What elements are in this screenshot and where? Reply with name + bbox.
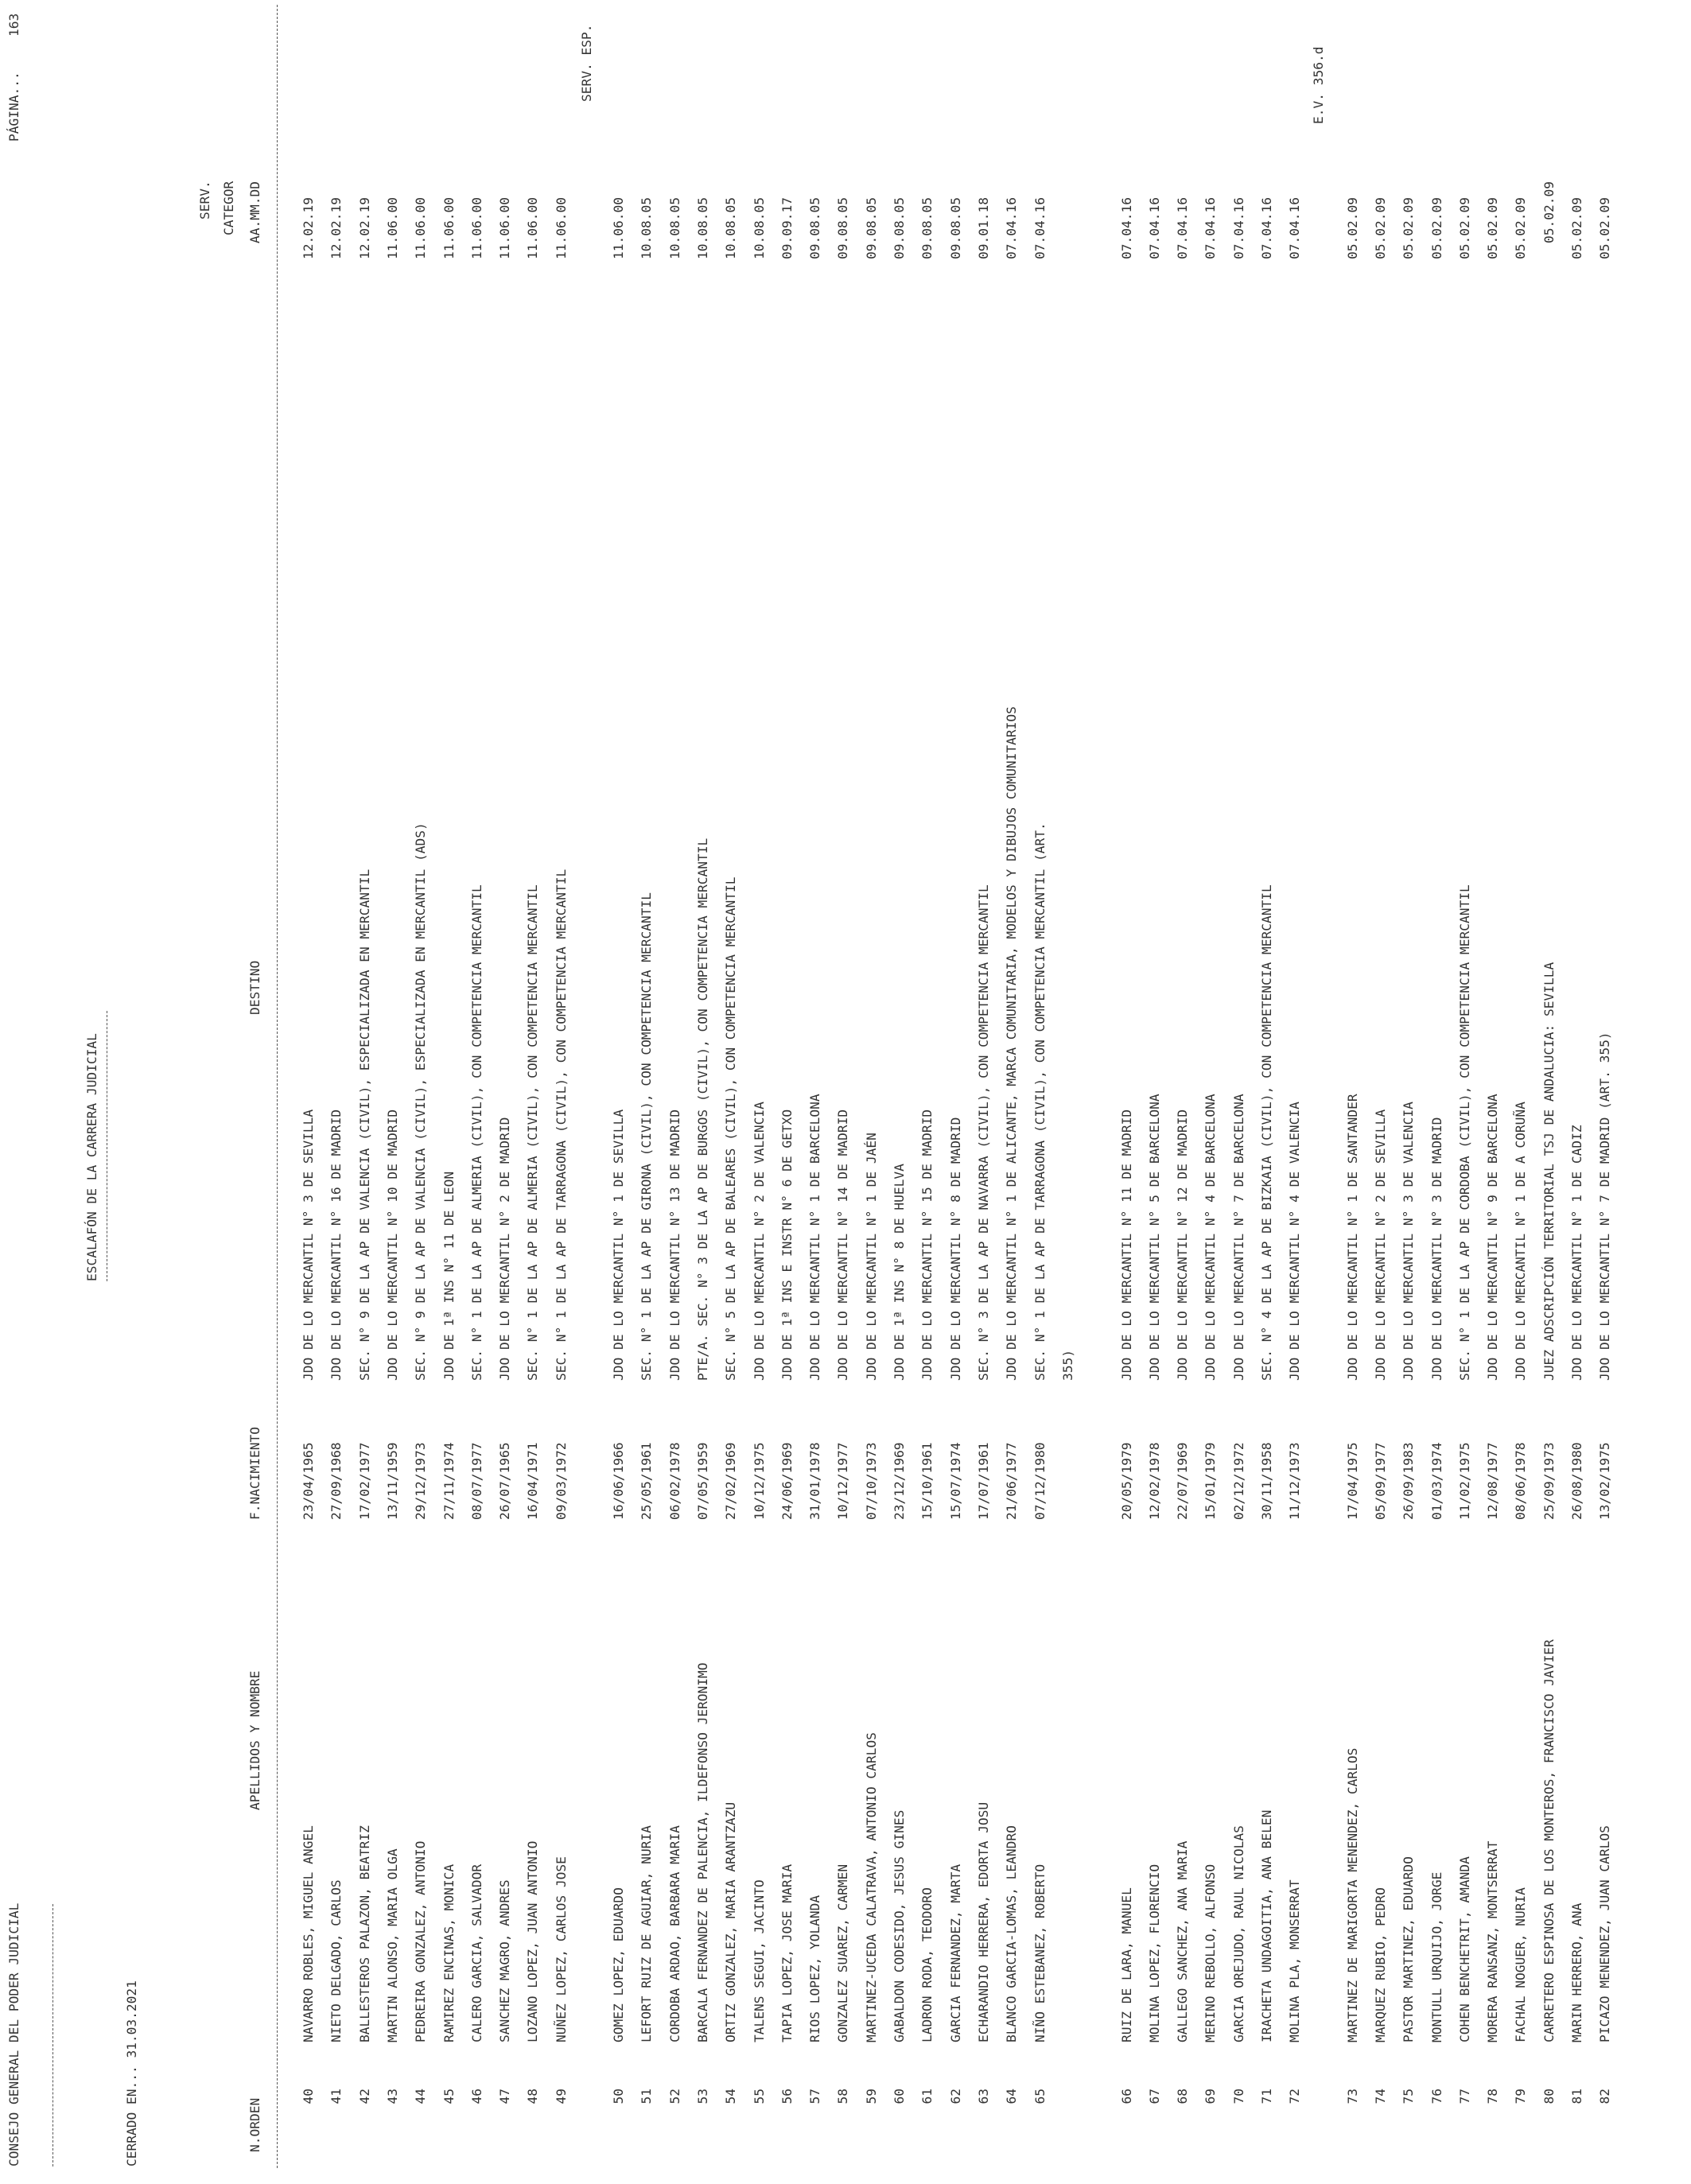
table-row — [745, 0, 773, 2184]
service-seniority: 05.02.09 — [1456, 197, 1472, 259]
order-number: 53 — [694, 2089, 710, 2104]
full-name: RIOS LOPEZ, YOLANDA — [807, 1894, 823, 2042]
birth-date: 23/12/1969 — [892, 1442, 907, 1520]
table-row — [1026, 0, 1075, 2184]
order-number: 50 — [611, 2089, 626, 2104]
column-order: N.ORDEN — [247, 2097, 262, 2152]
birth-date: 24/06/1969 — [779, 1442, 795, 1520]
column-destination: DESTINO — [247, 960, 262, 1015]
table-row — [351, 0, 379, 2184]
full-name: PEDREIRA GONZALEZ, ANTONIO — [413, 1840, 429, 2042]
table-row — [1113, 0, 1141, 2184]
full-name: CORDOBA ARDAO, BARBARA MARIA — [667, 1825, 682, 2042]
full-name: MOLINA PLA, MONSERRAT — [1287, 1879, 1303, 2042]
order-number: 68 — [1175, 2089, 1191, 2104]
service-seniority: 09.08.05 — [892, 197, 907, 259]
order-number: 64 — [1004, 2089, 1020, 2104]
destination: JDO DE LO MERCANTIL N° 2 DE VALENCIA — [751, 1102, 767, 1381]
table-row — [1506, 0, 1534, 2184]
service-seniority: 07.04.16 — [1032, 197, 1048, 259]
destination: JDO DE LO MERCANTIL N° 1 DE A CORUÑA — [1513, 1102, 1529, 1381]
table-row — [1366, 0, 1394, 2184]
service-seniority: 07.04.16 — [1004, 197, 1020, 259]
full-name: FACHAL NOGUER, NURIA — [1513, 1887, 1529, 2042]
order-number: 59 — [863, 2089, 879, 2104]
full-name: TALENS SEGUI, JACINTO — [751, 1879, 767, 2042]
destination: JDO DE LO MERCANTIL N° 13 DE MADRID — [667, 1109, 682, 1381]
full-name: MARTINEZ DE MARIGORTA MENENDEZ, CARLOS — [1344, 1747, 1360, 2042]
birth-date: 11/02/1975 — [1456, 1442, 1472, 1520]
service-seniority: 10.08.05 — [723, 197, 739, 259]
full-name: CARRETERO ESPINOSA DE LOS MONTEROS, FRANCISCO JAVIER — [1541, 1639, 1557, 2042]
table-row — [773, 0, 801, 2184]
destination: JDO DE LO MERCANTIL N° 10 DE MADRID — [384, 1109, 400, 1381]
service-seniority: 11.06.00 — [468, 197, 484, 259]
birth-date: 16/06/1966 — [611, 1442, 626, 1520]
full-name: MARTINEZ-UCEDA CALATRAVA, ANTONIO CARLOS — [863, 1732, 879, 2042]
birth-date: 07/12/1980 — [1032, 1442, 1048, 1520]
closed-date: CERRADO EN... 31.03.2021 — [124, 1980, 139, 2167]
service-seniority: 07.04.16 — [1203, 197, 1219, 259]
table-row — [519, 0, 546, 2184]
order-number: 69 — [1203, 2089, 1219, 2104]
full-name: MARQUEZ RUBIO, PEDRO — [1372, 1887, 1388, 2042]
table-row — [322, 0, 350, 2184]
destination: JUEZ ADSCRIPCIÓN TERRITORIAL TSJ DE ANDALUCIA: SEVILLA — [1541, 962, 1557, 1381]
birth-date: 17/04/1975 — [1344, 1442, 1360, 1520]
table-row — [885, 0, 913, 2184]
destination: SEC. N° 3 DE LA AP DE NAVARRA (CIVIL), CON COMPETENCIA MERCANTIL — [975, 884, 991, 1381]
service-seniority: 05.02.09 — [1569, 197, 1584, 259]
destination: JDO DE LO MERCANTIL N° 14 DE MADRID — [835, 1109, 851, 1381]
order-number: 49 — [553, 2089, 569, 2104]
birth-date: 20/05/1979 — [1118, 1442, 1134, 1520]
table-row — [1281, 0, 1308, 2184]
full-name: GONZALEZ SUAREZ, CARMEN — [835, 1863, 851, 2042]
service-seniority: 05.02.09 — [1344, 197, 1360, 259]
order-number: 77 — [1456, 2089, 1472, 2104]
destination: JDO DE LO MERCANTIL N° 4 DE VALENCIA — [1287, 1102, 1303, 1381]
service-seniority: 05.02.09 — [1401, 197, 1417, 259]
birth-date: 30/11/1958 — [1259, 1442, 1274, 1520]
birth-date: 11/12/1973 — [1287, 1442, 1303, 1520]
birth-date: 27/11/1974 — [441, 1442, 457, 1520]
order-number: 61 — [919, 2089, 935, 2104]
destination: JDO DE LO MERCANTIL N° 2 DE MADRID — [497, 1117, 513, 1381]
destination: SEC. N° 9 DE LA AP DE VALENCIA (CIVIL), ESPECIALIZADA EN MERCANTIL — [356, 869, 372, 1381]
birth-date: 07/10/1973 — [863, 1442, 879, 1520]
service-seniority: 07.04.16 — [1259, 197, 1274, 259]
birth-date: 06/02/1978 — [667, 1442, 682, 1520]
full-name: RAMIREZ ENCINAS, MONICA — [441, 1863, 457, 2042]
full-name: IRACHETA UNDAGOITIA, ANA BELEN — [1259, 1809, 1274, 2042]
destination: JDO DE LO MERCANTIL N° 4 DE BARCELONA — [1203, 1094, 1219, 1381]
birth-date: 13/02/1975 — [1597, 1442, 1613, 1520]
order-number: 67 — [1146, 2089, 1162, 2104]
table-row — [1339, 0, 1366, 2184]
birth-date: 10/12/1977 — [835, 1442, 851, 1520]
table-row — [294, 0, 322, 2184]
order-number: 55 — [751, 2089, 767, 2104]
service-seniority: 12.02.19 — [356, 197, 372, 259]
full-name: ORTIZ GONZALEZ, MARIA ARANTZAZU — [723, 1801, 739, 2042]
birth-date: 25/09/1973 — [1541, 1442, 1557, 1520]
full-name: MORERA RANSANZ, MONTSERRAT — [1485, 1840, 1501, 2042]
full-name: NUÑEZ LOPEZ, CARLOS JOSE — [553, 1856, 569, 2042]
service-seniority: 05.02.09 — [1372, 197, 1388, 259]
table-row — [1451, 0, 1479, 2184]
page-label: PÁGINA... — [6, 72, 21, 142]
service-seniority: 09.08.05 — [807, 197, 823, 259]
table-row — [661, 0, 689, 2184]
order-number: 57 — [807, 2089, 823, 2104]
birth-date: 25/05/1961 — [639, 1442, 655, 1520]
order-number: 63 — [975, 2089, 991, 2104]
birth-date: 10/12/1975 — [751, 1442, 767, 1520]
birth-date: 09/03/1972 — [553, 1442, 569, 1520]
table-row — [1591, 0, 1619, 2184]
birth-date: 22/07/1969 — [1175, 1442, 1191, 1520]
birth-date: 07/05/1959 — [694, 1442, 710, 1520]
full-name: GABALDON CODESIDO, JESUS GINES — [892, 1809, 907, 2042]
table-row — [1563, 0, 1591, 2184]
service-seniority: 07.04.16 — [1287, 197, 1303, 259]
destination: SEC. N° 1 DE LA AP DE TARRAGONA (CIVIL), CON COMPETENCIA MERCANTIL (ART. — [1032, 822, 1048, 1381]
table-row — [1423, 0, 1451, 2184]
full-name: NIETO DELGADO, CARLOS — [328, 1879, 344, 2042]
destination: JDO DE LO MERCANTIL N° 1 DE SANTANDER — [1344, 1094, 1360, 1381]
service-seniority: 11.06.00 — [525, 197, 541, 259]
birth-date: 13/11/1959 — [384, 1442, 400, 1520]
table-row — [1394, 0, 1422, 2184]
table-row — [857, 0, 885, 2184]
order-number: 79 — [1513, 2089, 1529, 2104]
order-number: 52 — [667, 2089, 682, 2104]
table-row — [1253, 0, 1281, 2184]
full-name: BLANCO GARCIA-LOMAS, LEANDRO — [1004, 1825, 1020, 2042]
full-name: TAPIA LOPEZ, JOSE MARIA — [779, 1863, 795, 2042]
service-seniority: 10.08.05 — [639, 197, 655, 259]
service-seniority: 07.04.16 — [1175, 197, 1191, 259]
service-seniority: 09.09.17 — [779, 197, 795, 259]
table-row — [913, 0, 941, 2184]
service-seniority: 05.02.09 — [1541, 181, 1557, 243]
service-seniority: 05.02.09 — [1429, 197, 1444, 259]
birth-date: 05/09/1977 — [1372, 1442, 1388, 1520]
table-row — [717, 0, 744, 2184]
table-row — [491, 0, 519, 2184]
service-seniority: 07.04.16 — [1230, 197, 1246, 259]
org-name: CONSEJO GENERAL DEL PODER JUDICIAL — [6, 1902, 21, 2167]
service-seniority: 05.02.09 — [1485, 197, 1501, 259]
destination: SEC. N° 1 DE LA AP DE ALMERIA (CIVIL), CON COMPETENCIA MERCANTIL — [468, 884, 484, 1381]
service-seniority: 12.02.19 — [301, 197, 316, 259]
page-number: 163 — [6, 13, 21, 37]
document-title: ESCALAFÓN DE LA CARRERA JUDICIAL — [84, 1033, 99, 1281]
destination: JDO DE LO MERCANTIL N° 15 DE MADRID — [919, 1109, 935, 1381]
table-row — [997, 0, 1025, 2184]
service-seniority: 11.06.00 — [413, 197, 429, 259]
destination: SEC. N° 4 DE LA AP DE BIZKAIA (CIVIL), CON COMPETENCIA MERCANTIL — [1259, 884, 1274, 1381]
service-seniority: 11.06.00 — [611, 197, 626, 259]
order-number: 43 — [384, 2089, 400, 2104]
destination: JDO DE LO MERCANTIL N° 3 DE SEVILLA — [301, 1109, 316, 1381]
table-row — [1225, 0, 1253, 2184]
org-underline — [52, 1904, 53, 2167]
birth-date: 27/09/1968 — [328, 1442, 344, 1520]
birth-date: 08/06/1978 — [1513, 1442, 1529, 1520]
birth-date: 29/12/1973 — [413, 1442, 429, 1520]
table-row — [942, 0, 970, 2184]
table-row — [406, 0, 434, 2184]
birth-date: 31/01/1978 — [807, 1442, 823, 1520]
order-number: 82 — [1597, 2089, 1613, 2104]
full-name: GOMEZ LOPEZ, EDUARDO — [611, 1887, 626, 2042]
table-row — [463, 0, 491, 2184]
birth-date: 12/08/1977 — [1485, 1442, 1501, 1520]
order-number: 42 — [356, 2089, 372, 2104]
table-row — [547, 0, 575, 2184]
order-number: 74 — [1372, 2089, 1388, 2104]
order-number: 70 — [1230, 2089, 1246, 2104]
order-number: 54 — [723, 2089, 739, 2104]
order-number: 76 — [1429, 2089, 1444, 2104]
service-seniority: 09.08.05 — [863, 197, 879, 259]
destination: JDO DE 1ª INS N° 11 DE LEON — [441, 1171, 457, 1381]
destination: JDO DE LO MERCANTIL N° 3 DE VALENCIA — [1401, 1102, 1417, 1381]
full-name: MARTIN ALONSO, MARIA OLGA — [384, 1848, 400, 2042]
serv-esp-note: SERV. ESP. — [579, 24, 594, 102]
birth-date: 15/01/1979 — [1203, 1442, 1219, 1520]
order-number: 72 — [1287, 2089, 1303, 2104]
destination: JDO DE LO MERCANTIL N° 9 DE BARCELONA — [1485, 1094, 1501, 1381]
full-name: MONTULL URQUIJO, JORGE — [1429, 1871, 1444, 2042]
full-name: MOLINA LOPEZ, FLORENCIO — [1146, 1863, 1162, 2042]
full-name: NIÑO ESTEBANEZ, ROBERTO — [1032, 1863, 1048, 2042]
table-row — [379, 0, 406, 2184]
table-row — [829, 0, 857, 2184]
destination: JDO DE LO MERCANTIL N° 8 DE MADRID — [947, 1117, 963, 1381]
table-row — [689, 0, 717, 2184]
destination: JDO DE LO MERCANTIL N° 1 DE SEVILLA — [611, 1109, 626, 1381]
order-number: 40 — [301, 2089, 316, 2104]
destination: SEC. N° 9 DE LA AP DE VALENCIA (CIVIL), ESPECIALIZADA EN MERCANTIL (ADS) — [413, 822, 429, 1381]
order-number: 51 — [639, 2089, 655, 2104]
full-name: MERINO REBOLLO, ALFONSO — [1203, 1863, 1219, 2042]
header-separator — [277, 5, 278, 2168]
order-number: 78 — [1485, 2089, 1501, 2104]
table-row — [1141, 0, 1168, 2184]
column-serv-format: AA.MM.DD — [247, 181, 262, 243]
destination: JDO DE LO MERCANTIL N° 3 DE MADRID — [1429, 1117, 1444, 1381]
table-row — [801, 0, 829, 2184]
full-name: LADRON RODA, TEODORO — [919, 1887, 935, 2042]
full-name: GARCIA OREJUDO, RAUL NICOLAS — [1230, 1825, 1246, 2042]
full-name: GARCIA FERNANDEZ, MARTA — [947, 1863, 963, 2042]
full-name: LEFORT RUIZ DE AGUIAR, NURIA — [639, 1825, 655, 2042]
service-seniority: 09.08.05 — [947, 197, 963, 259]
destination: JDO DE LO MERCANTIL N° 1 DE CADIZ — [1569, 1125, 1584, 1381]
order-number: 66 — [1118, 2089, 1134, 2104]
table-row — [632, 0, 660, 2184]
column-birth: F.NACIMIENTO — [247, 1427, 262, 1520]
destination: JDO DE LO MERCANTIL N° 1 DE BARCELONA — [807, 1094, 823, 1381]
order-number: 45 — [441, 2089, 457, 2104]
full-name: GALLEGO SANCHEZ, ANA MARIA — [1175, 1840, 1191, 2042]
table-row — [1168, 0, 1196, 2184]
order-number: 80 — [1541, 2089, 1557, 2104]
order-number: 71 — [1259, 2089, 1274, 2104]
destination: JDO DE LO MERCANTIL N° 7 DE BARCELONA — [1230, 1094, 1246, 1381]
destination: JDO DE LO MERCANTIL N° 11 DE MADRID — [1118, 1109, 1134, 1381]
order-number: 56 — [779, 2089, 795, 2104]
order-number: 60 — [892, 2089, 907, 2104]
full-name: NAVARRO ROBLES, MIGUEL ANGEL — [301, 1825, 316, 2042]
full-name: RUIZ DE LARA, MANUEL — [1118, 1887, 1134, 2042]
birth-date: 23/04/1965 — [301, 1442, 316, 1520]
birth-date: 02/12/1972 — [1230, 1442, 1246, 1520]
service-seniority: 10.08.05 — [751, 197, 767, 259]
order-number: 73 — [1344, 2089, 1360, 2104]
full-name: PASTOR MARTINEZ, EDUARDO — [1401, 1856, 1417, 2042]
full-name: PICAZO MENENDEZ, JUAN CARLOS — [1597, 1825, 1613, 2042]
service-seniority: 11.06.00 — [384, 197, 400, 259]
birth-date: 26/09/1983 — [1401, 1442, 1417, 1520]
service-seniority: 11.06.00 — [553, 197, 569, 259]
order-number: 41 — [328, 2089, 344, 2104]
service-seniority: 05.02.09 — [1597, 197, 1613, 259]
birth-date: 17/07/1961 — [975, 1442, 991, 1520]
service-seniority: 09.08.05 — [919, 197, 935, 259]
destination-continued: 355) — [1059, 1350, 1075, 1381]
full-name: BALLESTEROS PALAZON, BEATRIZ — [356, 1825, 372, 2042]
destination: SEC. N° 1 DE LA AP DE GIRONA (CIVIL), CON COMPETENCIA MERCANTIL — [639, 892, 655, 1381]
table-row — [435, 0, 463, 2184]
full-name: SANCHEZ MAGRO, ANDRES — [497, 1879, 513, 2042]
service-seniority: 09.08.05 — [835, 197, 851, 259]
destination: PTE/A. SEC. N° 3 DE LA AP DE BURGOS (CIVIL), CON COMPETENCIA MERCANTIL — [694, 837, 710, 1381]
birth-date: 16/04/1971 — [525, 1442, 541, 1520]
service-seniority: 05.02.09 — [1513, 197, 1529, 259]
order-number: 58 — [835, 2089, 851, 2104]
birth-date: 01/03/1974 — [1429, 1442, 1444, 1520]
birth-date: 26/07/1965 — [497, 1442, 513, 1520]
destination: SEC. N° 1 DE LA AP DE TARRAGONA (CIVIL), CON COMPETENCIA MERCANTIL — [553, 869, 569, 1381]
full-name: CALERO GARCIA, SALVADOR — [468, 1863, 484, 2042]
destination: JDO DE LO MERCANTIL N° 12 DE MADRID — [1175, 1109, 1191, 1381]
column-serv-label: SERV. — [197, 181, 212, 220]
order-number: 48 — [525, 2089, 541, 2104]
table-row — [970, 0, 997, 2184]
destination: JDO DE LO MERCANTIL N° 16 DE MADRID — [328, 1109, 344, 1381]
destination: JDO DE LO MERCANTIL N° 2 DE SEVILLA — [1372, 1109, 1388, 1381]
destination: JDO DE LO MERCANTIL N° 7 DE MADRID (ART. 355) — [1597, 1032, 1613, 1381]
service-seniority: 07.04.16 — [1146, 197, 1162, 259]
service-seniority: 10.08.05 — [694, 197, 710, 259]
table-row — [1196, 0, 1224, 2184]
order-number: 44 — [413, 2089, 429, 2104]
birth-date: 08/07/1977 — [468, 1442, 484, 1520]
birth-date: 12/02/1978 — [1146, 1442, 1162, 1520]
full-name: COHEN BENCHETRIT, AMANDA — [1456, 1856, 1472, 2042]
destination: JDO DE LO MERCANTIL N° 1 DE JAÉN — [863, 1133, 879, 1381]
column-categor-label: CATEGOR — [221, 181, 236, 235]
ev-note: E.V. 356.d — [1311, 46, 1326, 124]
table-row — [604, 0, 632, 2184]
birth-date: 27/02/1969 — [723, 1442, 739, 1520]
full-name: LOZANO LOPEZ, JUAN ANTONIO — [525, 1840, 541, 2042]
order-number: 75 — [1401, 2089, 1417, 2104]
service-seniority: 07.04.16 — [1118, 197, 1134, 259]
service-seniority: 10.08.05 — [667, 197, 682, 259]
destination: SEC. N° 1 DE LA AP DE CORDOBA (CIVIL), CON COMPETENCIA MERCANTIL — [1456, 884, 1472, 1381]
full-name: MARIN HERRERO, ANA — [1569, 1902, 1584, 2042]
table-row — [1479, 0, 1506, 2184]
destination: JDO DE LO MERCANTIL N° 1 DE ALICANTE, MARCA COMUNITARIA, MODELOS Y DIBUJOS COMUNITARIOS — [1004, 706, 1020, 1381]
destination: SEC. N° 1 DE LA AP DE ALMERIA (CIVIL), CON COMPETENCIA MERCANTIL — [525, 884, 541, 1381]
column-name: APELLIDOS Y NOMBRE — [247, 1670, 262, 1810]
destination: JDO DE LO MERCANTIL N° 5 DE BARCELONA — [1146, 1094, 1162, 1381]
destination: JDO DE 1ª INS N° 8 DE HUELVA — [892, 1164, 907, 1381]
order-number: 65 — [1032, 2089, 1048, 2104]
full-name: BARCALA FERNANDEZ DE PALENCIA, ILDEFONSO JERONIMO — [694, 1662, 710, 2042]
birth-date: 15/07/1974 — [947, 1442, 963, 1520]
birth-date: 15/10/1961 — [919, 1442, 935, 1520]
service-seniority: 12.02.19 — [328, 197, 344, 259]
destination: JDO DE 1ª INS E INSTR N° 6 DE GETXO — [779, 1109, 795, 1381]
birth-date: 17/02/1977 — [356, 1442, 372, 1520]
full-name: ECHARANDIO HERRERA, EDORTA JOSU — [975, 1801, 991, 2042]
table-row — [1535, 0, 1563, 2184]
order-number: 46 — [468, 2089, 484, 2104]
destination: SEC. N° 5 DE LA AP DE BALEARES (CIVIL), CON COMPETENCIA MERCANTIL — [723, 876, 739, 1381]
order-number: 62 — [947, 2089, 963, 2104]
service-seniority: 11.06.00 — [497, 197, 513, 259]
service-seniority: 09.01.18 — [975, 197, 991, 259]
order-number: 81 — [1569, 2089, 1584, 2104]
service-seniority: 11.06.00 — [441, 197, 457, 259]
birth-date: 26/08/1980 — [1569, 1442, 1584, 1520]
birth-date: 21/06/1977 — [1004, 1442, 1020, 1520]
order-number: 47 — [497, 2089, 513, 2104]
